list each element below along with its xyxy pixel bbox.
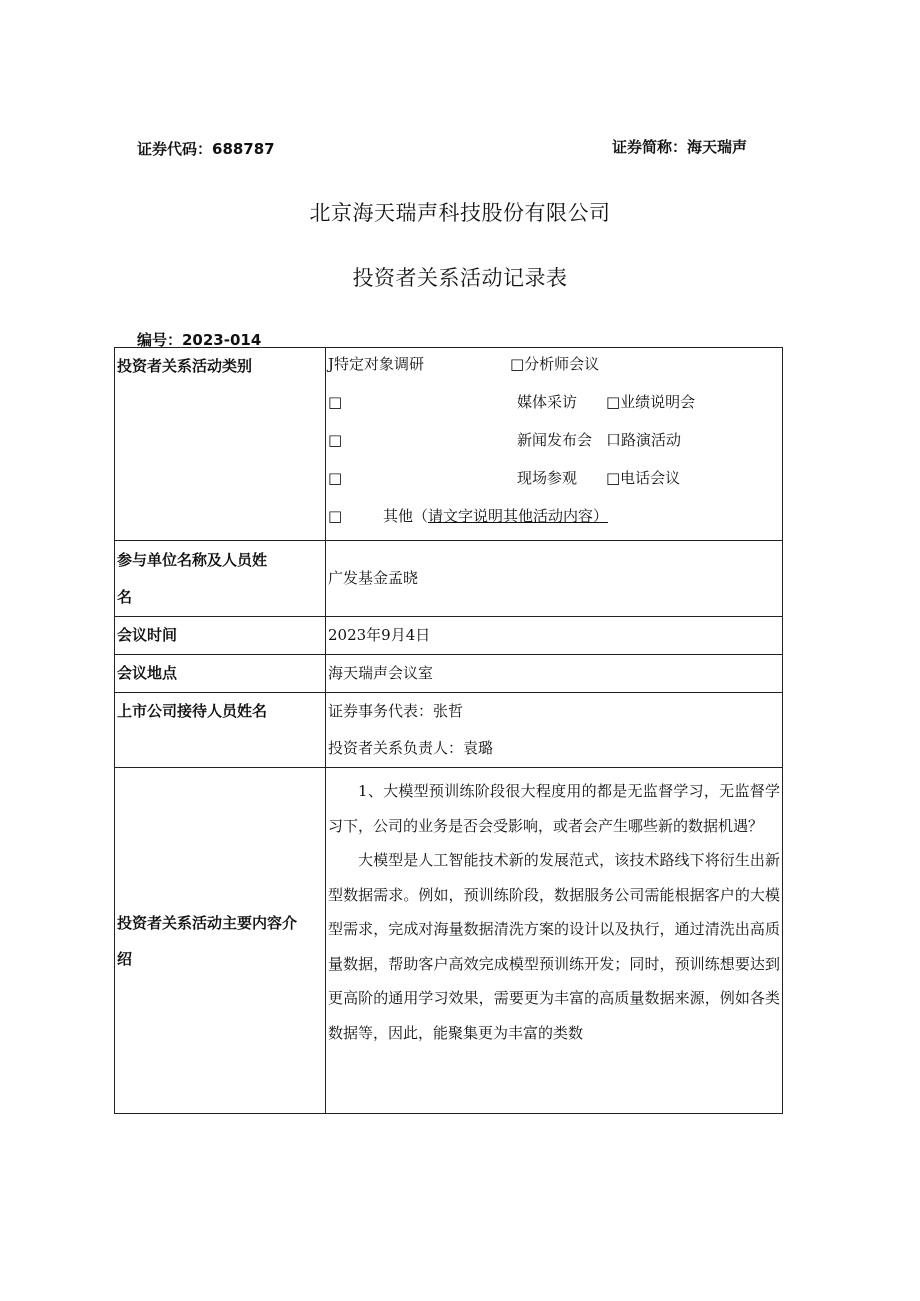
main-content-label-line1: 投资者关系活动主要内容介 [117, 913, 298, 932]
reception-securities-rep: 证券事务代表：张哲 [328, 702, 464, 720]
participants-label [115, 541, 326, 617]
document-number: 编号：2023-014 [137, 331, 262, 349]
answer-paragraph: 大模型是人工智能技术新的发展范式，该技术路线下将衍生出新型数据需求。例如，预训练阶段，数据服务公司需能根据客户的大模型需求，完成对海量数据清洗方案的设计以及执行，通过清洗出高质量数据，帮助客户高效完成模型预训练开发；同时，预训练想要达到更高阶的通用学习效果，需要更为丰富的高质量数据来源，例如各类数据等，因此，能聚集更为丰富的类数 [328, 851, 780, 1042]
main-content-label-line2: 绍 [117, 949, 133, 968]
option-analyst-meeting: □分析师会议 [510, 355, 600, 373]
activity-record-table [114, 347, 783, 1114]
participants-row [115, 541, 783, 617]
options-line-5 [326, 500, 782, 540]
option-specific-research: J特定对象调研 [328, 355, 425, 373]
option-roadshow: 口路演活动 [606, 431, 682, 449]
meeting-place-value: 海天瑞声会议室 [326, 655, 783, 693]
options-line-3 [326, 424, 782, 462]
question-paragraph: 1、大模型预训练阶段很大程度用的都是无监督学习，无监督学习下，公司的业务是否会受影响，或者会产生哪些新的数据机遇？ [328, 782, 780, 835]
option-other [383, 505, 608, 527]
activity-type-row [115, 348, 783, 541]
participants-label-line2: 名 [117, 588, 133, 606]
options-line-4 [326, 462, 782, 500]
main-content-row [115, 768, 783, 1114]
meeting-place-row [115, 655, 783, 693]
option-press-conference: 新闻发布会 [517, 431, 593, 449]
stock-abbreviation: 证券简称：海天瑞声 [612, 138, 748, 156]
main-content-label [115, 768, 326, 1114]
meeting-time-value: 2023年9月4日 [326, 617, 783, 655]
checkbox-media: □ [328, 393, 343, 411]
activity-type-label: 投资者关系活动类别 [115, 348, 326, 541]
stock-code: 证券代码：688787 [137, 140, 275, 158]
option-phone-meeting: □电话会议 [606, 469, 681, 487]
meeting-time-row [115, 617, 783, 655]
reception-label: 上市公司接待人员姓名 [115, 693, 326, 768]
reception-row [115, 693, 783, 768]
option-other-label: 其他（ [383, 507, 429, 525]
activity-type-options [326, 348, 783, 541]
reception-value [326, 693, 783, 768]
company-name: 北京海天瑞声科技股份有限公司 [309, 201, 611, 225]
option-media-interview: 媒体采访 [517, 393, 578, 411]
meeting-place-label: 会议地点 [115, 655, 326, 693]
checkbox-other: □ [328, 507, 343, 525]
checkbox-press: □ [328, 431, 343, 449]
option-results-briefing: □业绩说明会 [606, 393, 696, 411]
main-content-text [326, 768, 783, 1114]
form-title: 投资者关系活动记录表 [352, 266, 568, 290]
options-line-2 [326, 386, 782, 424]
options-line-1 [326, 348, 782, 386]
checkbox-site-visit: □ [328, 469, 343, 487]
option-other-description: 请文字说明其他活动内容） [428, 507, 609, 525]
meeting-time-label: 会议时间 [115, 617, 326, 655]
reception-ir-manager: 投资者关系负责人：袁璐 [328, 739, 494, 757]
option-site-visit: 现场参观 [517, 469, 578, 487]
participants-label-line1: 参与单位名称及人员姓 [117, 551, 268, 569]
participants-value: 广发基金孟晓 [326, 541, 783, 617]
